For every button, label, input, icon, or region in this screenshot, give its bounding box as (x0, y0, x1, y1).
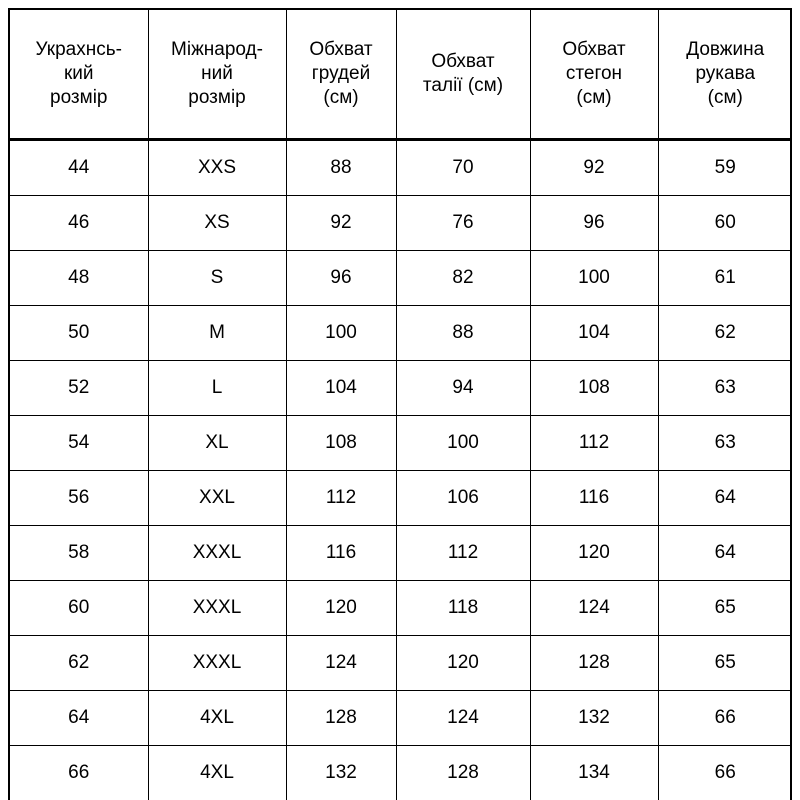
table-cell: 128 (530, 636, 658, 691)
table-cell: 94 (396, 361, 530, 416)
table-cell: 92 (286, 196, 396, 251)
table-cell: 106 (396, 471, 530, 526)
table-cell: XXS (148, 140, 286, 196)
size-chart-table (10, 10, 792, 800)
table-cell: 96 (286, 251, 396, 306)
table-cell: 124 (396, 691, 530, 746)
table-row (10, 306, 792, 361)
table-cell: 112 (396, 526, 530, 581)
table-row (10, 140, 792, 196)
table-cell: 60 (658, 196, 792, 251)
table-cell: 128 (286, 691, 396, 746)
column-header-ukrainian-size: Украхнсь- кий розмір (10, 10, 148, 140)
table-cell: 48 (10, 251, 148, 306)
table-cell: XS (148, 196, 286, 251)
table-cell: 82 (396, 251, 530, 306)
table-row (10, 361, 792, 416)
table-cell: 88 (286, 140, 396, 196)
table-cell: 70 (396, 140, 530, 196)
table-cell: 120 (530, 526, 658, 581)
table-cell: 60 (10, 581, 148, 636)
table-cell: 4XL (148, 691, 286, 746)
table-cell: S (148, 251, 286, 306)
column-header-international-size: Міжнарод- ний розмір (148, 10, 286, 140)
table-cell: 54 (10, 416, 148, 471)
table-cell: XXXL (148, 581, 286, 636)
table-cell: 62 (10, 636, 148, 691)
table-cell: L (148, 361, 286, 416)
table-header-row (10, 10, 792, 140)
table-cell: 108 (530, 361, 658, 416)
table-cell: 44 (10, 140, 148, 196)
table-cell: 65 (658, 636, 792, 691)
table-row (10, 581, 792, 636)
table-cell: 118 (396, 581, 530, 636)
table-header (10, 10, 792, 140)
table-cell: 124 (530, 581, 658, 636)
column-header-sleeve-length: Довжина рукава (см) (658, 10, 792, 140)
table-cell: 52 (10, 361, 148, 416)
table-cell: 66 (658, 746, 792, 800)
table-row (10, 196, 792, 251)
table-cell: 66 (658, 691, 792, 746)
table-cell: 59 (658, 140, 792, 196)
table-row (10, 416, 792, 471)
table-cell: 112 (286, 471, 396, 526)
table-cell: 100 (286, 306, 396, 361)
table-cell: 132 (530, 691, 658, 746)
table-cell: 61 (658, 251, 792, 306)
table-cell: 64 (658, 471, 792, 526)
table-row (10, 251, 792, 306)
table-cell: M (148, 306, 286, 361)
table-cell: 100 (396, 416, 530, 471)
table-cell: 88 (396, 306, 530, 361)
table-cell: 116 (530, 471, 658, 526)
table-cell: 100 (530, 251, 658, 306)
table-cell: 65 (658, 581, 792, 636)
table-cell: 134 (530, 746, 658, 800)
table-cell: 120 (396, 636, 530, 691)
table-cell: 46 (10, 196, 148, 251)
table-cell: 108 (286, 416, 396, 471)
table-row (10, 746, 792, 800)
table-cell: 63 (658, 361, 792, 416)
table-cell: 66 (10, 746, 148, 800)
table-cell: 4XL (148, 746, 286, 800)
table-cell: 116 (286, 526, 396, 581)
table-row (10, 636, 792, 691)
table-cell: 120 (286, 581, 396, 636)
table-cell: 76 (396, 196, 530, 251)
table-cell: 112 (530, 416, 658, 471)
table-cell: XXL (148, 471, 286, 526)
table-cell: 104 (530, 306, 658, 361)
table-cell: 58 (10, 526, 148, 581)
table-cell: XL (148, 416, 286, 471)
table-cell: 56 (10, 471, 148, 526)
table-cell: 128 (396, 746, 530, 800)
table-cell: 63 (658, 416, 792, 471)
size-table-frame (8, 8, 792, 800)
table-body (10, 140, 792, 800)
table-row (10, 526, 792, 581)
table-row (10, 691, 792, 746)
table-cell: 64 (10, 691, 148, 746)
table-cell: 64 (658, 526, 792, 581)
table-row (10, 471, 792, 526)
column-header-chest: Обхват грудей (см) (286, 10, 396, 140)
table-cell: XXXL (148, 636, 286, 691)
column-header-hips: Обхват стегон (см) (530, 10, 658, 140)
table-cell: 62 (658, 306, 792, 361)
table-cell: 50 (10, 306, 148, 361)
column-header-waist: Обхват талії (см) (396, 10, 530, 140)
table-cell: 132 (286, 746, 396, 800)
table-cell: 104 (286, 361, 396, 416)
table-cell: 96 (530, 196, 658, 251)
table-cell: 92 (530, 140, 658, 196)
table-cell: 124 (286, 636, 396, 691)
table-cell: XXXL (148, 526, 286, 581)
